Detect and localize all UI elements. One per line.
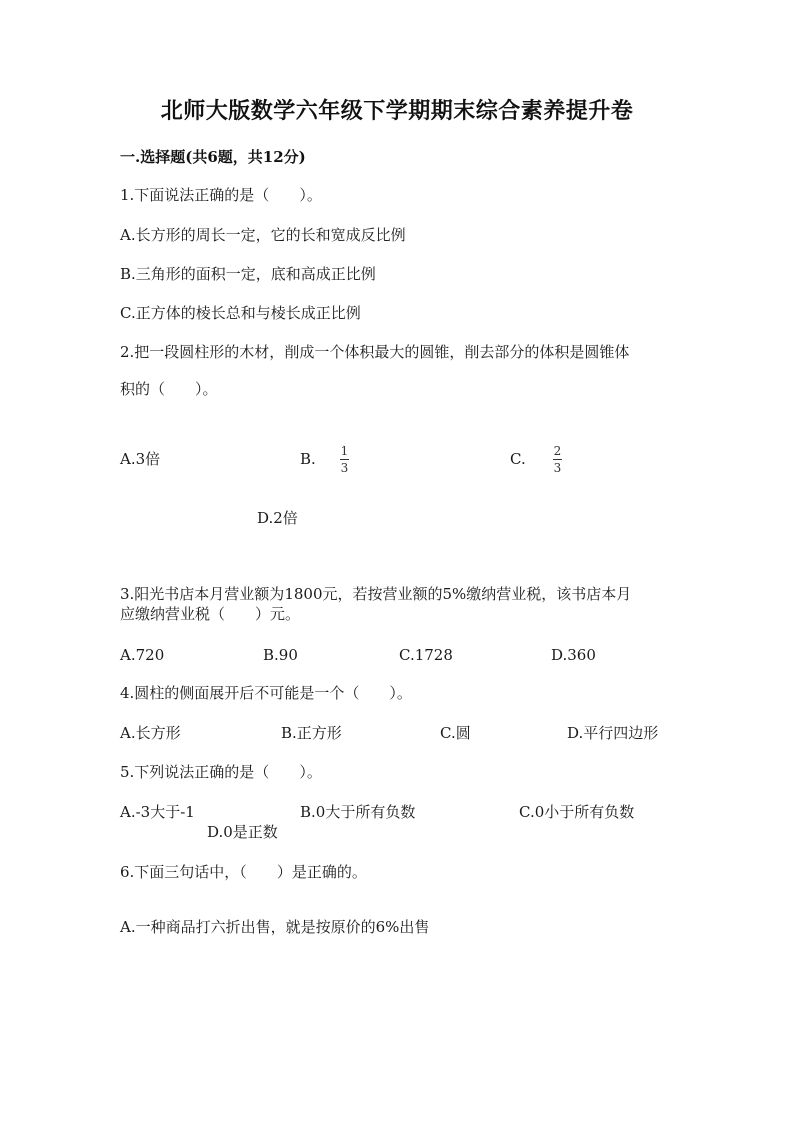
question-2-option-b-label: B.	[300, 450, 316, 468]
question-6-option-a: A.一种商品打六折出售，就是按原价的6%出售	[120, 918, 430, 936]
question-2-option-c-fraction	[553, 445, 562, 474]
question-4-option-b: B.正方形	[281, 724, 342, 742]
fraction-denominator: 3	[340, 461, 349, 475]
question-2-stem-line-2: 积的（ ）。	[120, 380, 218, 398]
question-1-option-c: C.正方体的棱长总和与棱长成正比例	[120, 304, 361, 322]
question-3-option-a: A.720	[120, 646, 165, 664]
fraction-denominator: 3	[553, 461, 562, 475]
question-2-option-d: D.2倍	[257, 509, 298, 527]
question-2-option-b-fraction	[340, 445, 349, 474]
question-3-option-c: C.1728	[399, 646, 453, 664]
question-3-stem-line-1: 3.阳光书店本月营业额为1800元，若按营业额的5%缴纳营业税，该书店本月	[120, 585, 632, 603]
section-heading: 一.选择题(共6题，共12分)	[120, 148, 306, 166]
question-1-stem: 1.下面说法正确的是（ ）。	[120, 186, 322, 204]
question-1-option-a: A.长方形的周长一定，它的长和宽成反比例	[120, 226, 406, 244]
fraction-bar	[553, 459, 562, 460]
question-3-option-b: B.90	[263, 646, 298, 664]
question-6-stem: 6.下面三句话中，（ ）是正确的。	[120, 863, 367, 881]
page-title: 北师大版数学六年级下学期期末综合素养提升卷	[160, 98, 634, 124]
question-4-option-c: C.圆	[440, 724, 471, 742]
question-5-option-b: B.0大于所有负数	[300, 803, 416, 821]
fraction-numerator: 2	[553, 444, 562, 458]
question-3-stem-line-2: 应缴纳营业税（ ）元。	[120, 605, 301, 623]
question-5-option-c: C.0小于所有负数	[519, 803, 635, 821]
question-3-option-d: D.360	[551, 646, 596, 664]
question-2-option-c-label: C.	[510, 450, 526, 468]
question-2-option-a: A.3倍	[120, 450, 161, 468]
question-4-option-a: A.长方形	[120, 724, 181, 742]
question-4-option-d: D.平行四边形	[567, 724, 659, 742]
question-5-option-d: D.0是正数	[207, 823, 278, 841]
fraction-bar	[340, 459, 349, 460]
question-4-stem: 4.圆柱的侧面展开后不可能是一个（ ）。	[120, 684, 412, 702]
question-5-option-a: A.-3大于-1	[120, 803, 195, 821]
question-1-option-b: B.三角形的面积一定，底和高成正比例	[120, 265, 376, 283]
question-2-stem-line-1: 2.把一段圆柱形的木材，削成一个体积最大的圆锥，削去部分的体积是圆锥体	[120, 343, 630, 361]
fraction-numerator: 1	[340, 444, 349, 458]
question-5-stem: 5.下列说法正确的是（ ）。	[120, 763, 322, 781]
